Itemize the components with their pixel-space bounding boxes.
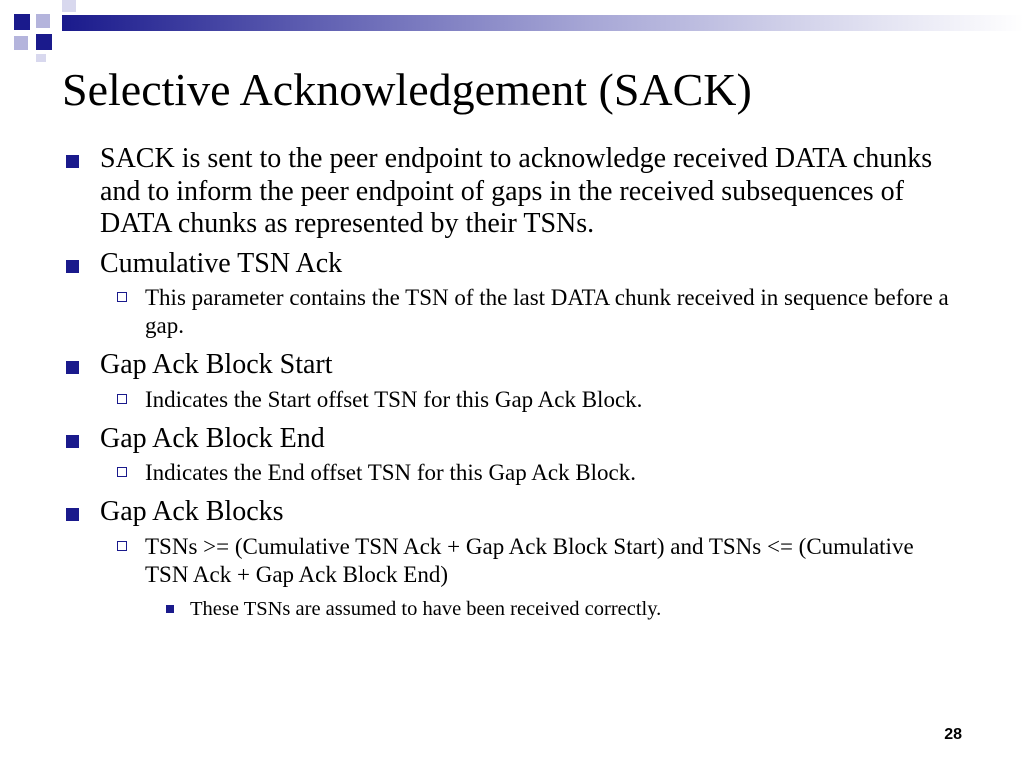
sub-bullet-item — [62, 459, 962, 487]
header-gradient-bar — [62, 15, 1024, 31]
sub-bullet-text: This parameter contains the TSN of the last DATA chunk received in sequence before a gap. — [145, 285, 949, 338]
sub-sub-bullet-item — [62, 596, 962, 622]
square-bullet-icon — [66, 361, 79, 374]
hollow-square-bullet-icon — [117, 467, 127, 477]
sub-bullet-text: Indicates the Start offset TSN for this Gap Ack Block. — [145, 386, 643, 412]
bullet-item — [62, 496, 962, 529]
bullet-text: SACK is sent to the peer endpoint to acknowledge received DATA chunks and to inform the peer endpoint of gaps in the received subsequences of DATA chunks as represented by their TSNs. — [100, 143, 933, 239]
bullet-item — [62, 143, 962, 241]
sub-bullet-item — [62, 533, 962, 589]
bullet-item — [62, 349, 962, 382]
bullet-text: Gap Ack Block Start — [100, 349, 333, 380]
hollow-square-bullet-icon — [117, 394, 127, 404]
square-bullet-icon — [66, 435, 79, 448]
hollow-square-bullet-icon — [117, 292, 127, 302]
decor-square-lavender-1 — [36, 14, 50, 28]
sub-bullet-item — [62, 386, 962, 414]
sub-sub-bullet-text: These TSNs are assumed to have been received correctly. — [190, 597, 662, 620]
square-bullet-icon — [66, 155, 79, 168]
square-bullet-icon — [66, 508, 79, 521]
page-number: 28 — [944, 726, 962, 743]
bullet-text: Gap Ack Blocks — [100, 496, 284, 527]
decor-square-pale-2 — [36, 54, 46, 62]
hollow-square-bullet-icon — [117, 541, 127, 551]
bullet-text: Cumulative TSN Ack — [100, 247, 343, 279]
decor-square-navy-2 — [36, 34, 52, 50]
bullet-text: Gap Ack Block End — [100, 422, 325, 454]
slide-title: Selective Acknowledgement (SACK) — [62, 64, 752, 115]
small-square-bullet-icon — [166, 605, 174, 613]
sub-bullet-item — [62, 284, 962, 340]
sub-bullet-text: TSNs >= (Cumulative TSN Ack + Gap Ack Block Start) and TSNs <= (Cumulative TSN Ack + Gap Ack Block End) — [145, 533, 914, 587]
decor-square-lavender-2 — [14, 36, 28, 50]
slide-body — [62, 143, 962, 622]
decor-square-navy-1 — [14, 14, 30, 30]
decor-square-pale-1 — [62, 0, 76, 12]
bullet-item — [62, 248, 962, 281]
sub-bullet-text: Indicates the End offset TSN for this Gap Ack Block. — [145, 460, 637, 485]
square-bullet-icon — [66, 260, 79, 273]
bullet-item — [62, 423, 962, 456]
